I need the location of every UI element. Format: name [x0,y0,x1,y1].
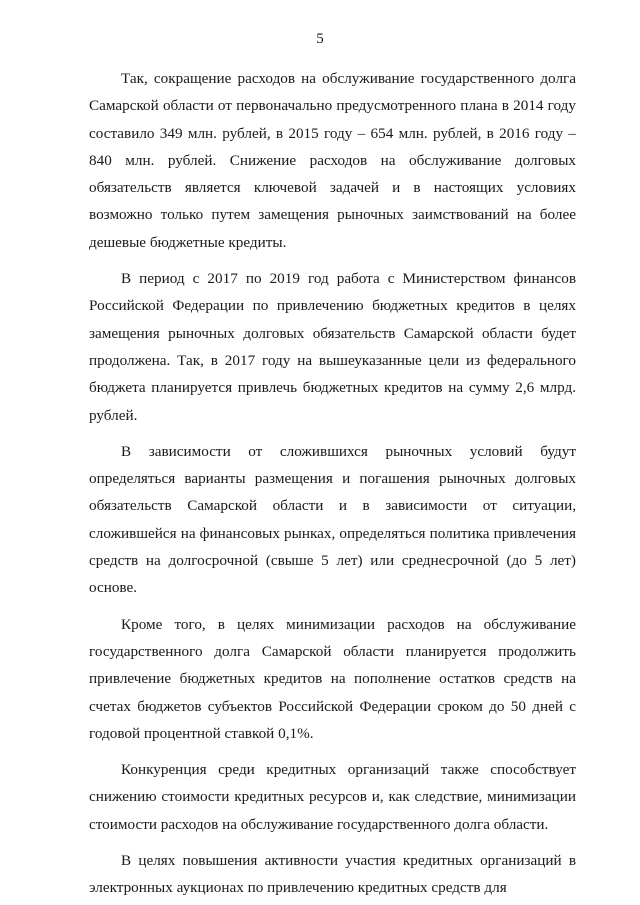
paragraph-competition: Конкуренция среди кредитных организаций также способствует снижению стоимости кредитных ресурсов и, как следствие, минимизации стоимости расходов на обслуживание государственного долга области. [89,761,576,833]
paragraph-budget-credits-2017-2019: В период с 2017 по 2019 год работа с Министерством финансов Российской Федерации по привлечению бюджетных кредитов в целях замещения рыночных долговых обязательств Самарской области будет продолжена. Так, в 2017 году на вышеуказанные цели из федерального бюджета планируется привлечь бюджетных кредитов на сумму 2,6 млрд. рублей. [89,270,576,424]
paragraph-short-term-credits: Кроме того, в целях минимизации расходов на обслуживание государственного долга Самарской области планируется продолжить привлечение бюджетных кредитов на пополнение остатков средств на счетах бюджетов субъектов Российской Федерации сроком до 50 дней с годовой процентной ставкой 0,1%. [89,615,576,742]
paragraph-electronic-auctions: В целях повышения активности участия кредитных организаций в электронных аукционах по привлечению кредитных средств для [89,852,576,897]
page-number: 5 [316,31,324,47]
document-body [89,65,576,902]
paragraph-debt-service-savings: Так, сокращение расходов на обслуживание государственного долга Самарской области от первоначально предусмотренного плана в 2014 году составило 349 млн. рублей, в 2015 году – 654 млн. рублей, в 2016 году – 840 млн. рублей. Снижение расходов на обслуживание долговых обязательств является ключевой задачей и в настоящих условиях возможно только путем замещения рыночных заимствований на более дешевые бюджетные кредиты. [89,70,576,251]
paragraph-market-conditions: В зависимости от сложившихся рыночных условий будут определяться варианты размещения и погашения рыночных долговых обязательств Самарской области и в зависимости от ситуации, сложившейся на финансовых рынках, определяться политика привлечения средств на долгосрочной (свыше 5 лет) или среднесрочной (до 5 лет) основе. [89,442,576,597]
